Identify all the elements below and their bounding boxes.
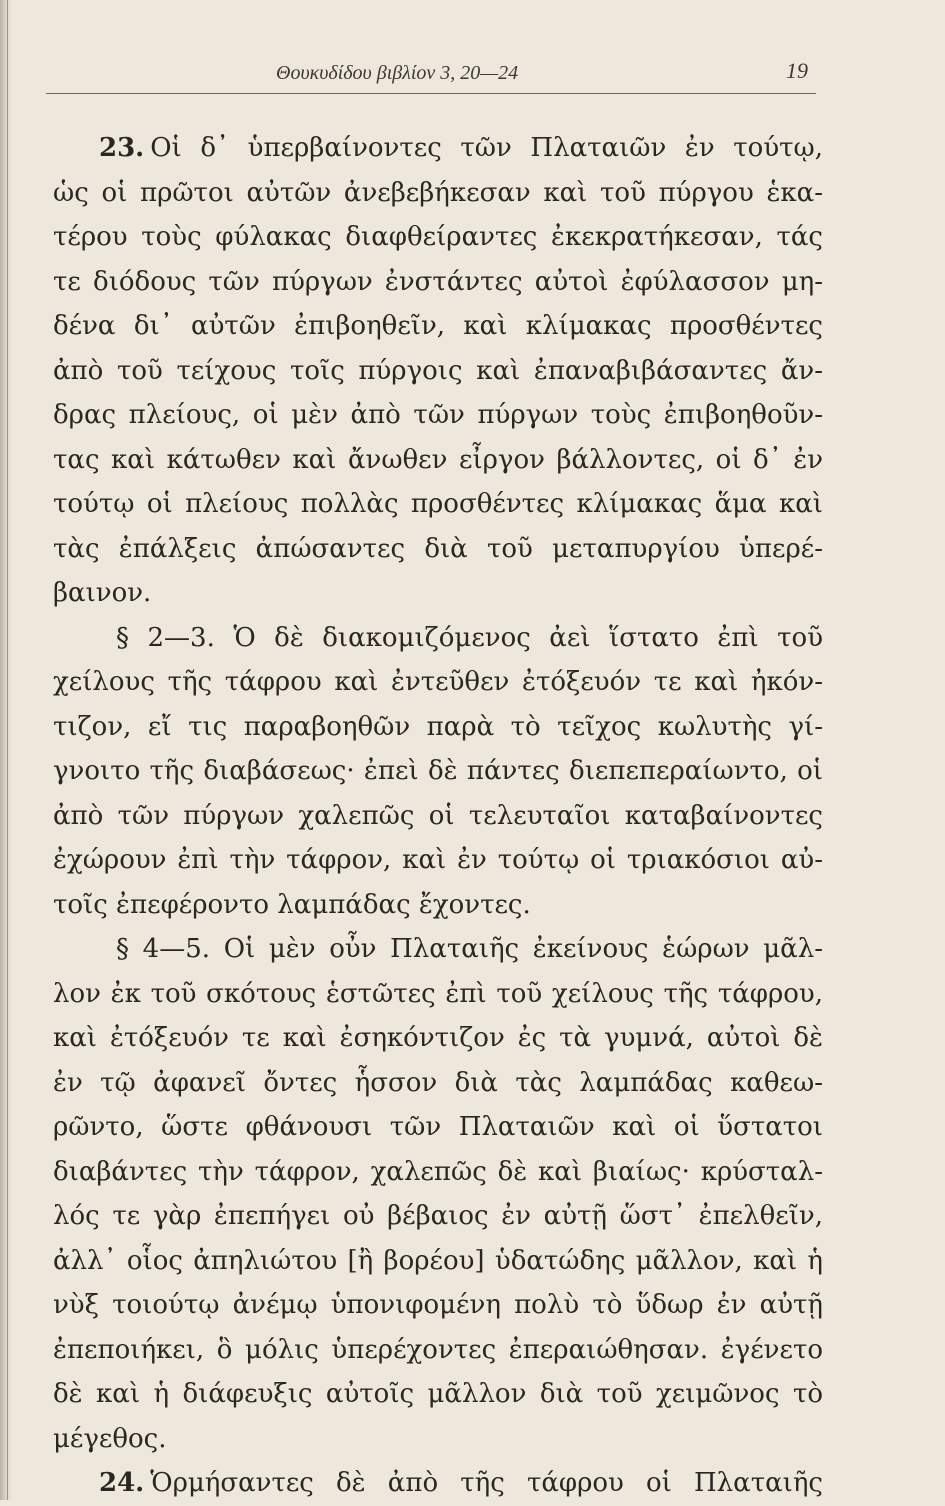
text-line: μέγεθος.: [53, 1423, 167, 1454]
page-number: 19: [786, 58, 808, 83]
text-line: χείλους τῆς τάφρου καὶ ἐντεῦθεν ἐτόξευόν τε καὶ ἠκόν-: [53, 667, 823, 697]
text-line: λον ἐκ τοῦ σκότους ἑστῶτες ἐπὶ τοῦ χείλους τῆς τάφρου,: [53, 978, 823, 1009]
page-binding-line: [7, 0, 8, 1500]
text-line: τε διόδους τῶν πύργων ἐνστάντες αὐτοὶ ἐφύλασσον μη-: [53, 266, 823, 297]
text-line: τὰς ἐπάλξεις ἀπώσαντες διὰ τοῦ μεταπυργίου ὑπερέ-: [53, 533, 823, 564]
text-line: δὲ καὶ ἡ διάφευξις αὐτοῖς μᾶλλον διὰ τοῦ χειμῶνος τὸ: [53, 1379, 823, 1409]
text-line: ἐχώρουν ἐπὶ τὴν τάφρον, καὶ ἐν τούτῳ οἱ τριακόσιοι αὐ-: [53, 845, 823, 875]
text-line: τέρου τοὺς φύλακας διαφθείραντες ἐκεκρατήκεσαν, τάς: [53, 222, 823, 252]
text-line: βαινον.: [53, 578, 152, 608]
text-line: ἀπὸ τῶν πύργων χαλεπῶς οἱ τελευταῖοι καταβαίνοντες: [53, 800, 823, 831]
text-line: ἀπὸ τοῦ τείχους τοῖς πύργοις καὶ ἐπαναβιβάσαντες ἄν-: [53, 355, 823, 386]
page-binding-edge: [0, 0, 12, 1500]
text-line: δένα δι᾽ αὐτῶν ἐπιβοηθεῖν, καὶ κλίμακας προσθέντες: [53, 311, 823, 341]
chapter-23-first-line: [53, 126, 823, 171]
text-line: ἀλλ᾽ οἷος ἀπηλιώτου [ἢ βορέου] ὑδατώδης μᾶλλον, καὶ ἡ: [53, 1245, 823, 1276]
main-text: [53, 126, 823, 1506]
section-4-5-first-line: § 4—5. Οἱ μὲν οὖν Πλαταιῆς ἐκείνους ἑώρων μᾶλ-: [116, 934, 823, 964]
text-line: τας καὶ κάτωθεν καὶ ἄνωθεν εἶργον βάλλοντες, οἱ δ᾽ ἐν: [53, 444, 823, 475]
text-line: νὺξ τοιούτῳ ἀνέμῳ ὑπονιφομένη πολὺ τὸ ὕδωρ ἐν αὐτῇ: [53, 1290, 823, 1320]
chapter-24-text: Ὁρμήσαντες δὲ ἀπὸ τῆς τάφρου οἱ Πλαταιῆς: [150, 1468, 823, 1498]
chapter-24-first-line: [53, 1461, 823, 1506]
chapter-23-text: Οἱ δ᾽ ὑπερβαίνοντες τῶν Πλαταιῶν ἐν τούτῳ,: [150, 133, 823, 163]
text-line: τοῖς ἐπεφέροντο λαμπάδας ἔχοντες.: [53, 889, 531, 920]
text-line: λός τε γὰρ ἐπεπήγει οὐ βέβαιος ἐν αὐτῇ ὥστ᾽ ἐπελθεῖν,: [53, 1201, 823, 1231]
text-line: τούτῳ οἱ πλείους πολλὰς προσθέντες κλίμακας ἅμα καὶ: [53, 489, 823, 519]
text-line: διαβάντες τὴν τάφρον, χαλεπῶς δὲ καὶ βιαίως· κρύσταλ-: [53, 1156, 823, 1187]
text-line: γνοιτο τῆς διαβάσεως· ἐπεὶ δὲ πάντες διεπεπεραίωντο, οἱ: [53, 756, 823, 786]
chapter-23-number: 23.: [99, 133, 145, 163]
header-rule: [46, 93, 816, 94]
text-line: ρῶντο, ὥστε φθάνουσι τῶν Πλαταιῶν καὶ οἱ ὕστατοι: [53, 1112, 823, 1142]
text-line: τιζον, εἴ τις παραβοηθῶν παρὰ τὸ τεῖχος κωλυτὴς γί-: [53, 711, 823, 742]
running-title: Θουκυδίδου βιβλίον 3, 20—24: [276, 62, 519, 84]
running-header: [46, 56, 816, 94]
text-line: ἐπεποιήκει, ὃ μόλις ὑπερέχοντες ἐπεραιώθησαν. ἐγένετο: [53, 1334, 823, 1365]
chapter-24-number: 24.: [99, 1468, 145, 1498]
text-line: ὡς οἱ πρῶτοι αὐτῶν ἀνεβεβήκεσαν καὶ τοῦ πύργου ἑκα-: [53, 177, 823, 208]
section-2-3-first-line: § 2—3. Ὁ δὲ διακομιζόμενος ἀεὶ ἵστατο ἐπὶ τοῦ: [116, 622, 823, 653]
text-line: καὶ ἐτόξευόν τε καὶ ἐσηκόντιζον ἐς τὰ γυμνά, αὐτοὶ δὲ: [53, 1023, 823, 1053]
text-line: δρας πλείους, οἱ μὲν ἀπὸ τῶν πύργων τοὺς ἐπιβοηθοῦν-: [53, 400, 823, 430]
text-line: ἐν τῷ ἀφανεῖ ὄντες ἧσσον διὰ τὰς λαμπάδας καθεω-: [53, 1067, 823, 1098]
